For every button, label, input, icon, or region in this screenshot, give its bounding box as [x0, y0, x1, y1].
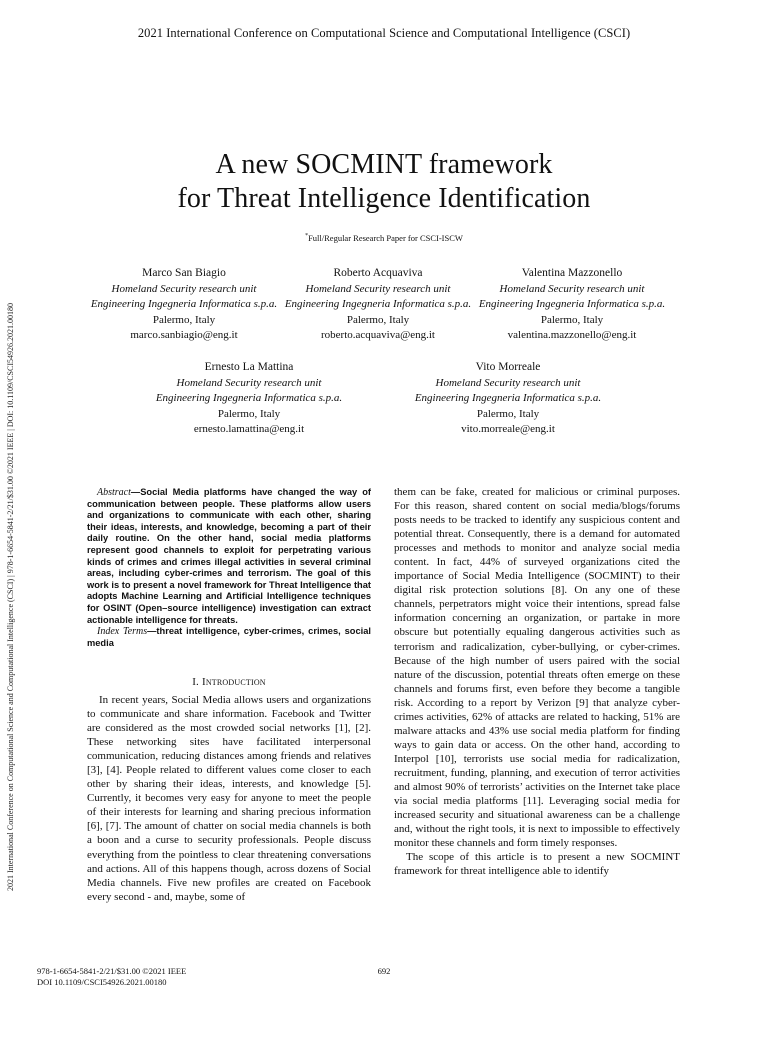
abstract — [87, 487, 371, 649]
paper-type-note — [0, 233, 768, 243]
paper-note-mark: * — [305, 233, 309, 240]
conference-header: 2021 International Conference on Computational Science and Computational Intelligence (CSCI) — [137, 26, 631, 40]
author-unit: Homeland Security research unit — [305, 282, 451, 295]
author-city: Palermo, Italy — [346, 313, 410, 326]
paragraph: The scope of this article is to present a new SOCMINT framework for threat intelligence able to identify — [394, 851, 680, 878]
title-line-2: for Threat Intelligence Identification — [177, 183, 591, 214]
author-city: Palermo, Italy — [476, 407, 540, 420]
index-terms-label: Index Terms — [97, 626, 148, 638]
author-unit: Homeland Security research unit — [176, 376, 322, 389]
author-block — [280, 266, 476, 344]
author-company: Engineering Ingegneria Informatica s.p.a. — [155, 392, 343, 404]
index-terms-text: —threat intelligence, cyber-crimes, crimes, social media — [87, 626, 371, 648]
author-city: Palermo, Italy — [217, 407, 281, 420]
paper-note-text: Full/Regular Research Paper for CSCI-ISCW — [308, 233, 463, 243]
author-unit: Homeland Security research unit — [499, 282, 645, 295]
author-name: Ernesto La Mattina — [204, 361, 294, 373]
side-margin-citation: 2021 International Conference on Computational Science and Computational Intelligence (CSCI) | 978-1-6654-5841-2/21/$31.00 ©2021 IEEE | DOI: 10.1109/CSCI54926.2021.00180 — [6, 303, 15, 891]
author-company: Engineering Ingegneria Informatica s.p.a. — [284, 298, 472, 310]
section-numeral: I. — [192, 676, 202, 688]
author-email[interactable]: ernesto.lamattina@eng.it — [193, 423, 305, 435]
body-column-left — [87, 693, 371, 904]
title-line-1: A new SOCMINT framework — [215, 149, 553, 180]
author-email[interactable]: roberto.acquaviva@eng.it — [321, 329, 435, 341]
paragraph: them can be fake, created for malicious or criminal purposes. For this reason, shared content on social media/blogs/forums posts needs to be tracked to identify any suspicious content and potential threat. Consequently, there is a demand for automated processes and methods to monitor and analyze social media content. In fact, 44% of surveyed organizations cited the importance of Social Media Intelligence (SOCMINT) to their digital risk protection solutions [8]. On any one of these channels, perpetrators might voice their intentions, spread false information concerning an organization, or partake in more obscure but potentially equaling dangerous activities such as terrorism and radicalization, cyber-bullying, or cyber-crimes. Because of the high number of users paired with the social nature of the discussion, potential threats often emerge on these channels and forums first, even before they become a tangible risk. According to a report by Verizon [9] that analyze cyber-crimes activities, 62% of attacks are related to hacking, 51% are malware attacks and 43% use social media platform for finding ways to gain data or access. On the other hand, according to Interpol [10], terrorists use social media for radicalization, recruitment, funding, planning, and execution of terror activities and almost 90% of terrorists’ activities on the Internet take place via social media platforms [11]. Leveraging social media for increased security and situational awareness can be a challenge and, without the right tools, it is next to impossible to effectively monitor these channels and form timely responses. — [394, 486, 680, 850]
author-name: Vito Morreale — [475, 361, 541, 373]
author-email[interactable]: valentina.mazzonello@eng.it — [507, 329, 637, 341]
footer-isbn: 978-1-6654-5841-2/21/$31.00 ©2021 IEEE — [37, 966, 187, 976]
author-unit: Homeland Security research unit — [435, 376, 581, 389]
body-column-right — [394, 485, 680, 878]
author-name: Valentina Mazzonello — [521, 267, 623, 279]
author-name: Roberto Acquaviva — [333, 267, 423, 279]
page-number: 692 — [377, 966, 391, 976]
abstract-text: —Social Media platforms have changed the way of communication between people. These platforms allow users and organizations to communicate with each other, sharing their ideas, interests, and knowledge, becoming a part of their daily routine. On the other hand, social media platforms represent good channels to exploit for perpetrating various kinds of crimes and crimes illegal activities in several criminal areas, including cyber-crimes and terrorism. The goal of this work is to present a novel framework for Threat Intelligence that adopts Machine Learning and Artificial Intelligence techniques for OSINT (Open–source intelligence) investigation can extract actionable intelligence for threats. — [87, 487, 371, 625]
paper-title — [0, 148, 768, 216]
section-heading — [87, 676, 371, 688]
abstract-label: Abstract — [97, 487, 131, 498]
author-block — [149, 360, 349, 438]
author-block — [84, 266, 284, 344]
footer-doi: DOI 10.1109/CSCI54926.2021.00180 — [37, 976, 167, 987]
paragraph: In recent years, Social Media allows users and organizations to communicate and share information. Facebook and Twitter are considered as the most crowded social networks [1], [2]. These networking sites have facilitated interpersonal communication, reducing distances among friends and relatives [3], [4]. People related to different values come closer to each other by sharing their ideas, interests, and knowledge [5]. Currently, it becomes very easy for anyone to meet the people of their interests for learning and sharing precious information [6], [7]. The amount of chatter on social media channels is both a boon and a curse to security professionals. People discuss everything from the pointless to clear threatening conversations and actions. All of this happens though, across dozens of Social Media channels. Five new profiles are created on Facebook every second - and, maybe, some of — [87, 694, 371, 903]
author-city: Palermo, Italy — [540, 313, 604, 326]
author-city: Palermo, Italy — [152, 313, 216, 326]
author-email[interactable]: vito.morreale@eng.it — [461, 423, 555, 435]
author-block — [408, 360, 608, 438]
author-company: Engineering Ingegneria Informatica s.p.a. — [90, 298, 278, 310]
author-block — [474, 266, 670, 344]
author-unit: Homeland Security research unit — [111, 282, 257, 295]
author-company: Engineering Ingegneria Informatica s.p.a. — [414, 392, 602, 404]
author-email[interactable]: marco.sanbiagio@eng.it — [130, 329, 238, 341]
section-title: Introduction — [201, 676, 266, 688]
author-name: Marco San Biagio — [142, 267, 226, 279]
author-company: Engineering Ingegneria Informatica s.p.a. — [478, 298, 666, 310]
